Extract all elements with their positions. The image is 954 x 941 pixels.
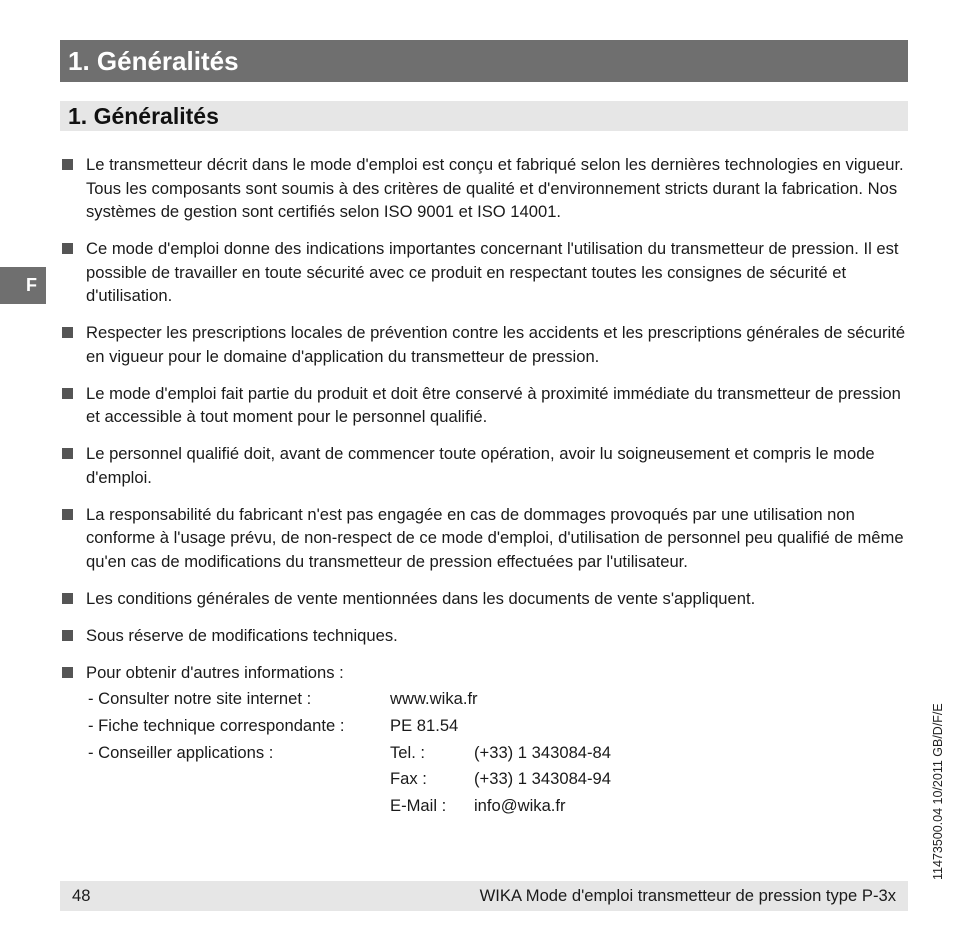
contact-row-tel: [88, 740, 910, 767]
website-label: - Consulter notre site internet :: [88, 689, 312, 708]
bullet-item: Le mode d'emploi fait partie du produit et doit être conservé à proximité immédiate du transmetteur de pression et accessible à tout moment pour le personnel qualifié.: [60, 382, 910, 429]
body-content: [60, 153, 910, 820]
document-title: WIKA Mode d'emploi transmetteur de pression type P-3x: [479, 886, 896, 905]
email-label: E-Mail :: [390, 796, 447, 816]
datasheet-label: - Fiche technique correspondante :: [88, 715, 345, 735]
contact-row-datasheet: [88, 713, 910, 740]
bullet-item: La responsabilité du fabricant n'est pas engagée en cas de dommages provoqués par une utilisation non conforme à l'usage prévu, de non-respect de ce mode d'emploi, d'utilisation de personnel peu qualifié de même qu'en cas de modifications du transmetteur de pression effectuées par l'utilisateur.: [60, 503, 910, 574]
document-code: 11473500.04 10/2011 GB/D/F/E: [931, 703, 945, 880]
advisor-label: - Conseiller applications :: [88, 742, 274, 762]
language-tab: F: [0, 267, 46, 304]
email-link[interactable]: info@wika.fr: [474, 796, 566, 816]
page-number: 48: [72, 886, 91, 905]
page-footer: [60, 881, 908, 911]
fax-value: (+33) 1 343084-94: [474, 769, 612, 789]
fax-label: Fax :: [390, 769, 427, 789]
bullet-item: Pour obtenir d'autres informations :: [60, 661, 910, 685]
bullet-item: Respecter les prescriptions locales de prévention contre les accidents et les prescriptions générales de sécurité en vigueur pour le domaine d'application du transmetteur de pression.: [60, 321, 910, 368]
contact-row-email: [88, 793, 910, 820]
tel-label: Tel. :: [390, 742, 426, 762]
bullet-item: Le transmetteur décrit dans le mode d'emploi est conçu et fabriqué selon les dernières technologies en vigueur. Tous les composants sont soumis à des critères de qualité et d'environnement stricts durant la fabrication. Nos systèmes de gestion sont certifiés selon ISO 9001 et ISO 14001.: [60, 153, 910, 224]
tel-value: (+33) 1 343084-84: [474, 742, 612, 762]
contact-row-fax: [88, 766, 910, 793]
bullet-item: Sous réserve de modifications techniques.: [60, 624, 910, 648]
section-title: 1. Généralités: [60, 101, 908, 131]
website-link[interactable]: www.wika.fr: [390, 689, 478, 708]
contact-row-website: [88, 686, 910, 713]
bullet-item: Le personnel qualifié doit, avant de commencer toute opération, avoir lu soigneusement et compris le mode d'emploi.: [60, 442, 910, 489]
chapter-title: 1. Généralités: [60, 40, 908, 82]
bullet-item: Ce mode d'emploi donne des indications importantes concernant l'utilisation du transmetteur de pression. Il est possible de travailler en toute sécurité avec ce produit en respectant toutes les consignes de sécurité et d'utilisation.: [60, 237, 910, 308]
contact-info: [88, 686, 910, 820]
bullet-item: Les conditions générales de vente mentionnées dans les documents de vente s'appliquent.: [60, 587, 910, 611]
datasheet-value: PE 81.54: [390, 715, 459, 735]
